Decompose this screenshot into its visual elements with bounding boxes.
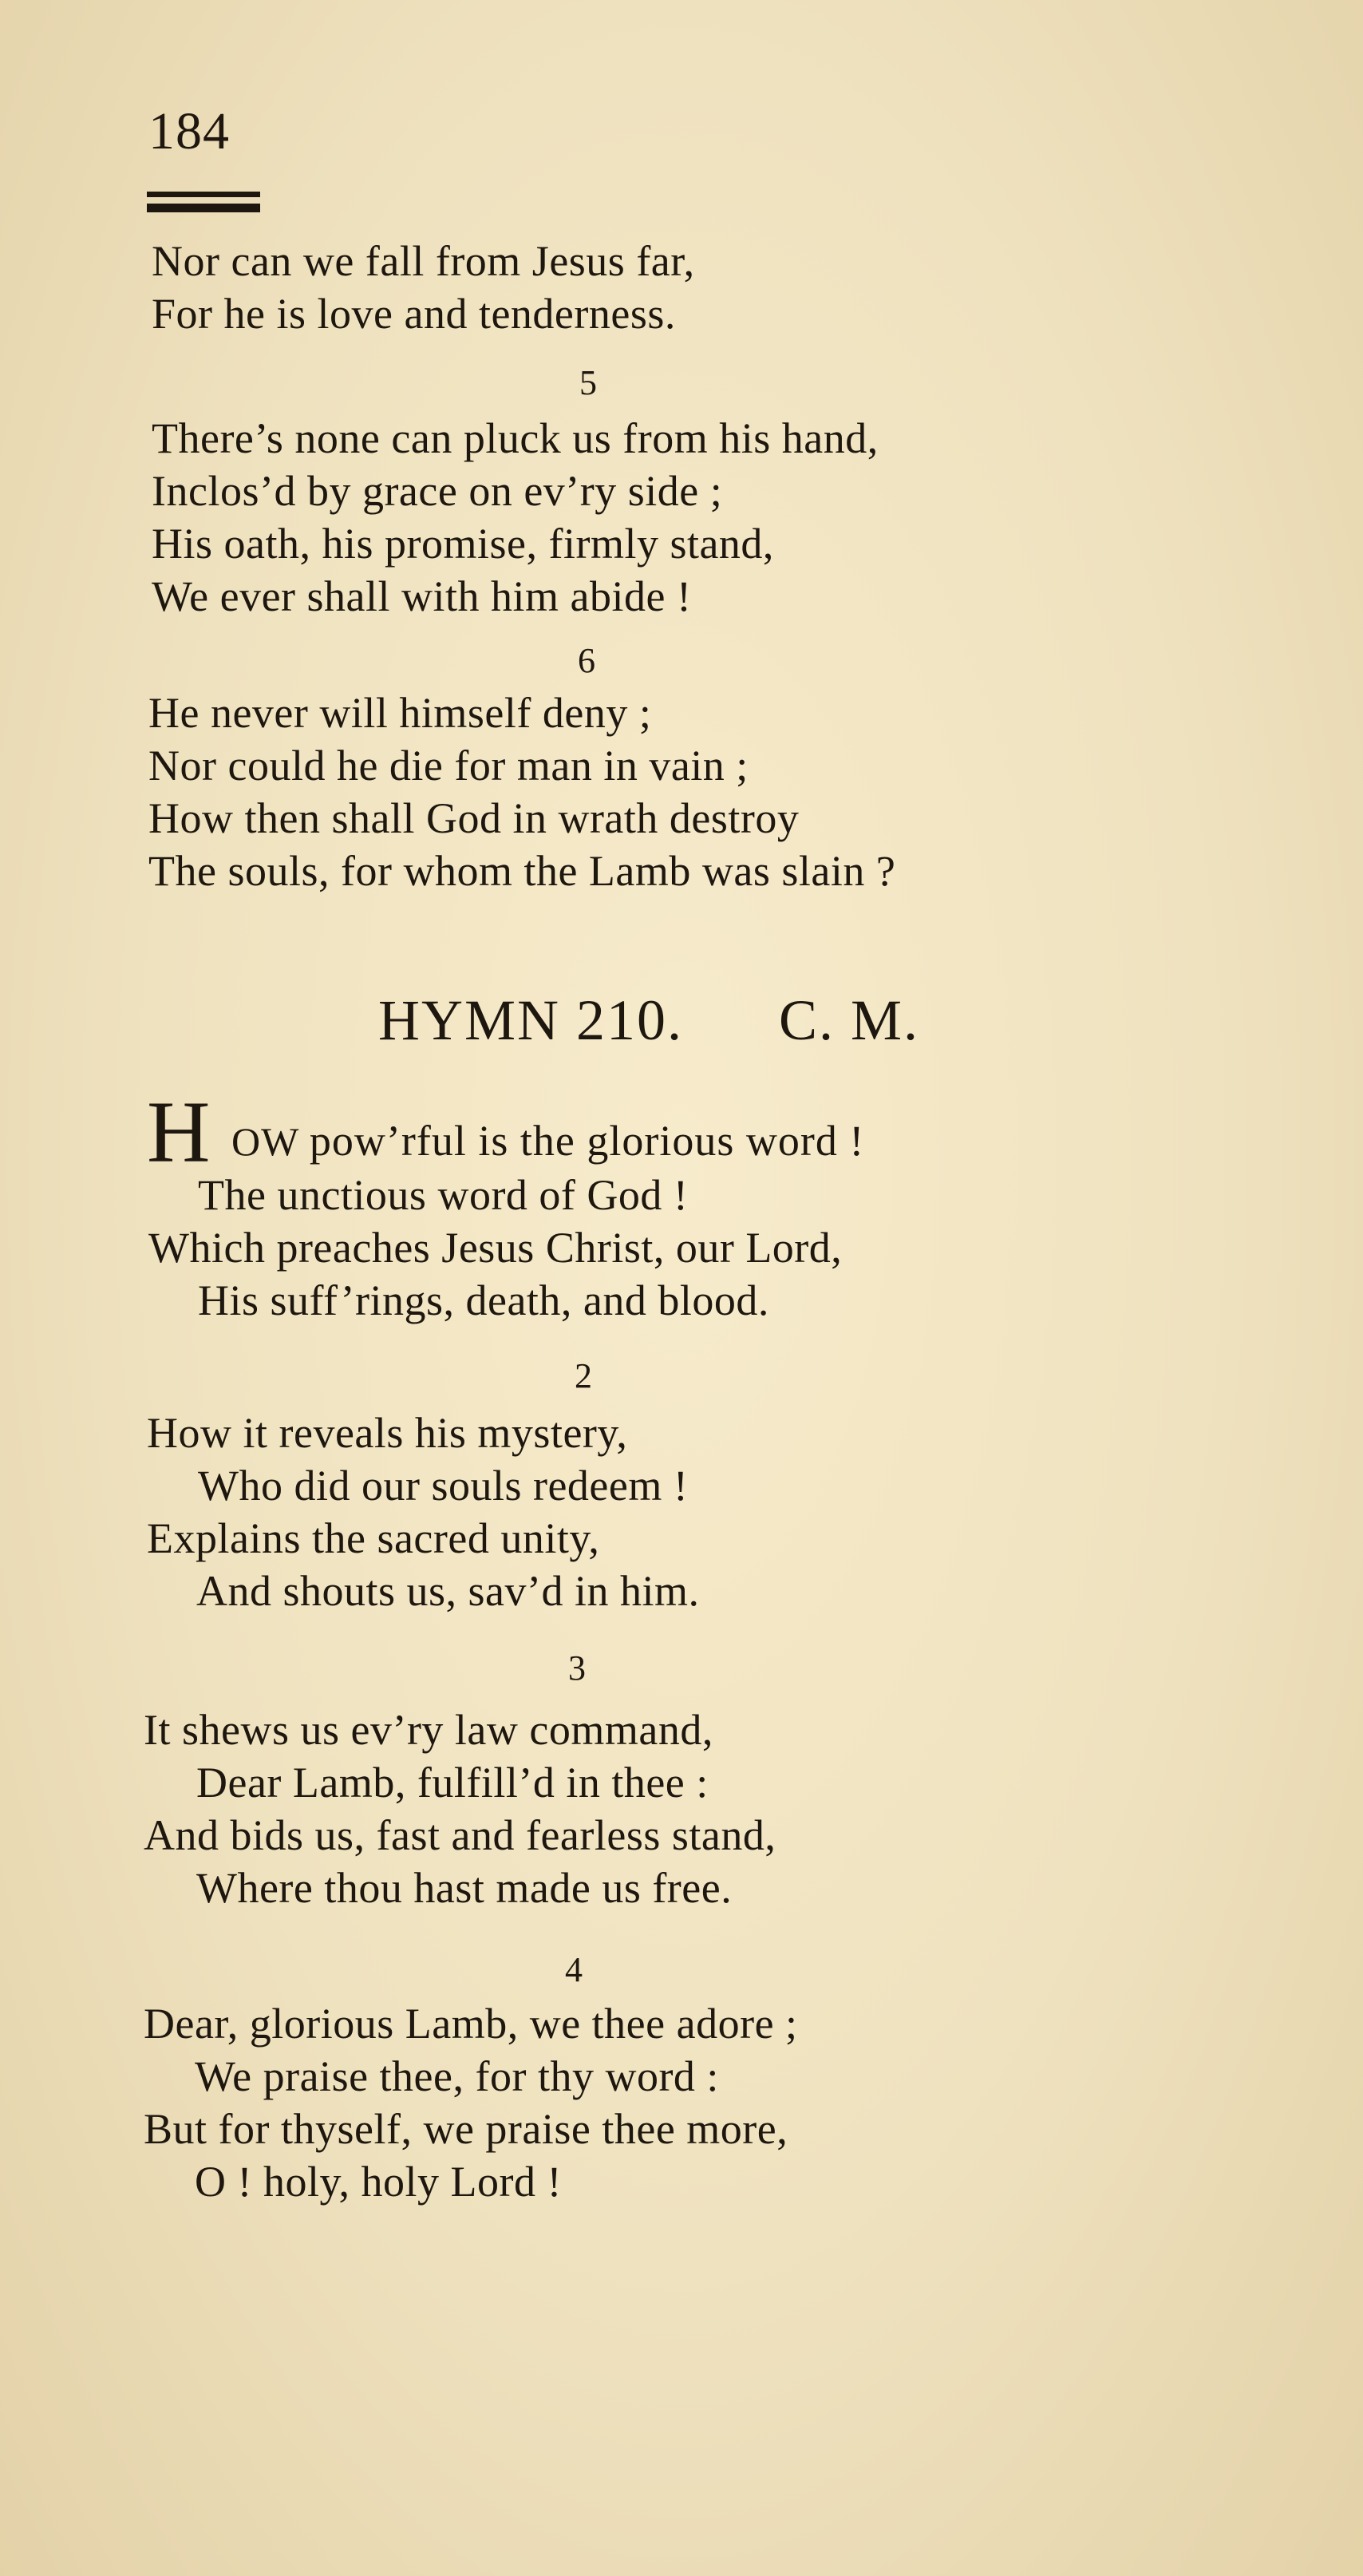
- header-rule-thick: [147, 204, 260, 212]
- verse-line: Where thou hast made us free.: [196, 1864, 733, 1912]
- verse-line: There’s none can pluck us from his hand,: [152, 414, 879, 462]
- verse-number: 3: [568, 1648, 586, 1688]
- verse-line: We ever shall with him abide !: [152, 572, 692, 620]
- verse-line: Which preaches Jesus Christ, our Lord,: [148, 1224, 843, 1272]
- verse-line: And shouts us, sav’d in him.: [196, 1567, 700, 1615]
- verse-line: He never will himself deny ;: [148, 689, 652, 737]
- verse-line: His suff’rings, death, and blood.: [198, 1276, 769, 1324]
- verse-number: 5: [579, 363, 597, 402]
- first-line-caps: OW: [231, 1119, 299, 1164]
- verse-line: It shews us ev’ry law command,: [144, 1706, 713, 1754]
- verse-line: Explains the sacred unity,: [147, 1514, 600, 1562]
- hymn-title: [378, 988, 920, 1052]
- verse-line: We praise thee, for thy word :: [195, 2052, 719, 2100]
- verse-line: Dear Lamb, fulfill’d in thee :: [196, 1759, 709, 1806]
- first-line: [231, 1117, 865, 1165]
- verse-line: The unctious word of God !: [198, 1171, 689, 1219]
- verse-number: 4: [565, 1950, 583, 1989]
- verse-line: Inclos’d by grace on ev’ry side ;: [152, 467, 723, 515]
- verse-number: 6: [578, 641, 595, 680]
- verse-line: For he is love and tenderness.: [152, 290, 676, 338]
- header-rule: [147, 192, 260, 197]
- first-line-text: pow’rful is the glorious word !: [309, 1117, 865, 1165]
- drop-cap: H: [147, 1083, 211, 1181]
- hymn-meter: C. M.: [779, 988, 920, 1052]
- verse-line: Dear, glorious Lamb, we thee adore ;: [144, 2000, 798, 2048]
- verse-line: How then shall God in wrath destroy: [148, 794, 800, 842]
- verse-number: 2: [575, 1356, 592, 1395]
- verse-line: And bids us, fast and fearless stand,: [144, 1811, 776, 1859]
- verse-line: The souls, for whom the Lamb was slain ?: [148, 847, 896, 895]
- verse-line: Who did our souls redeem !: [198, 1462, 689, 1510]
- verse-line: Nor can we fall from Jesus far,: [152, 237, 695, 285]
- verse-line: His oath, his promise, firmly stand,: [152, 520, 774, 568]
- verse-line: But for thyself, we praise thee more,: [144, 2105, 788, 2153]
- page-number: 184: [148, 102, 230, 160]
- hymn-number: HYMN 210.: [378, 988, 684, 1052]
- verse-line: O ! holy, holy Lord !: [195, 2158, 562, 2206]
- verse-line: Nor could he die for man in vain ;: [148, 742, 749, 789]
- verse-line: How it reveals his mystery,: [147, 1409, 628, 1457]
